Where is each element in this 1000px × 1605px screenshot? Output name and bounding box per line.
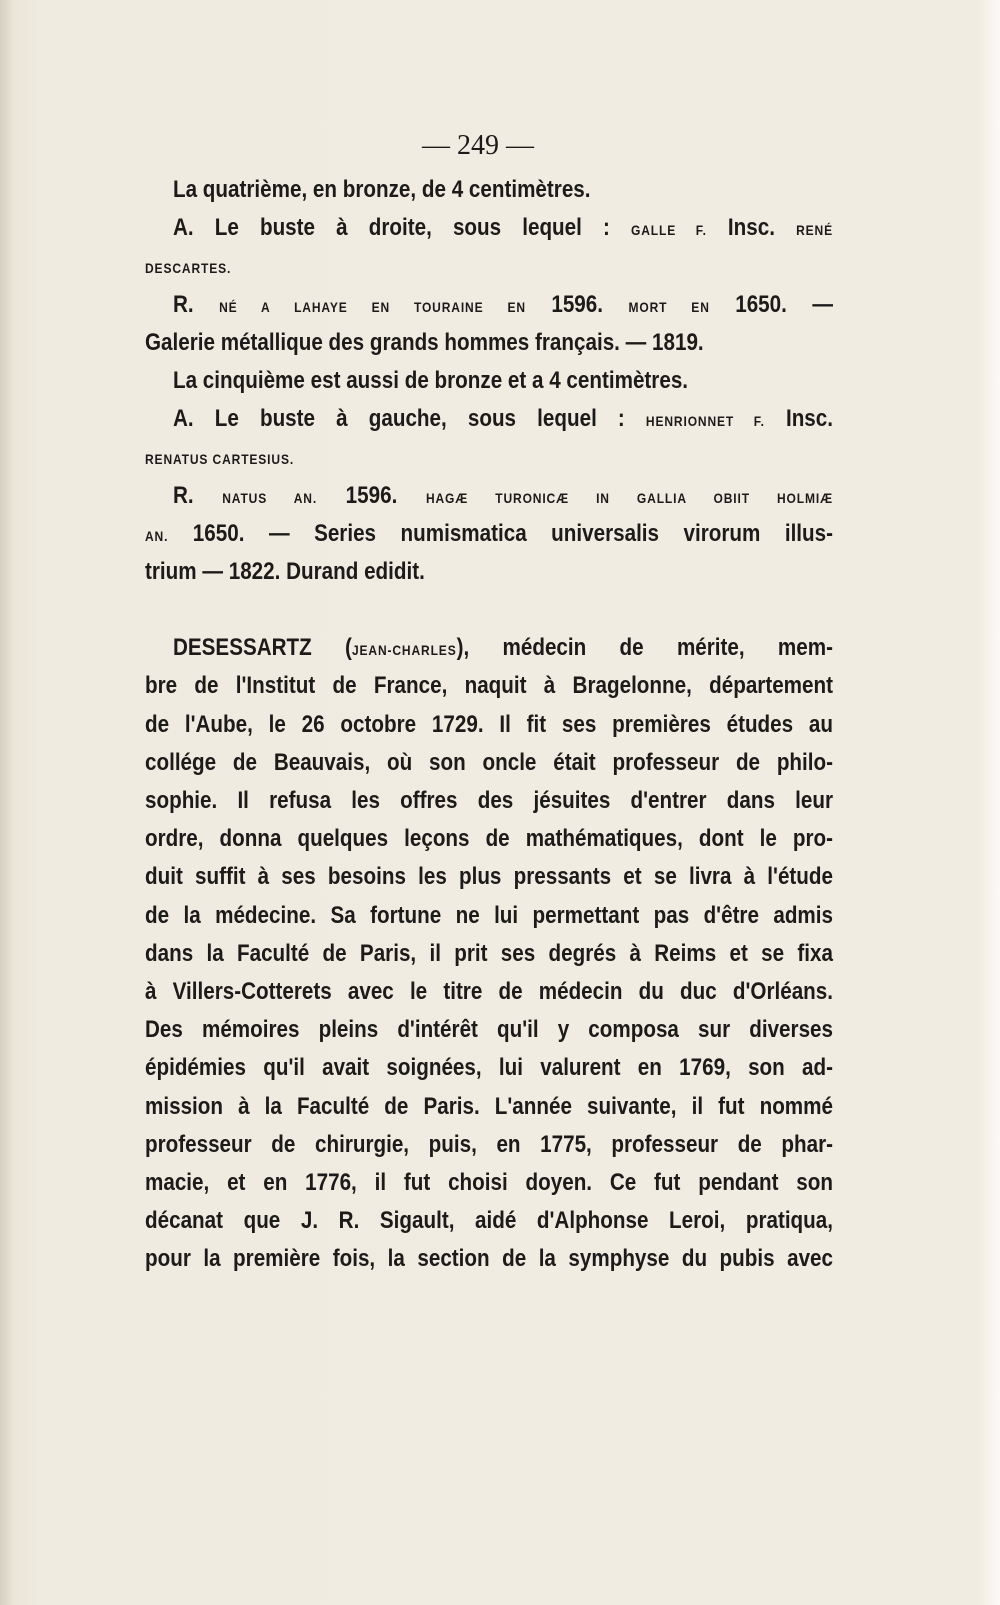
small-caps-text: NÉ A LAHAYE EN TOURAINE EN — [219, 298, 526, 315]
text-line — [145, 443, 294, 471]
line-text: macie, et en 1776, il fut choisi doyen. Ce fut pendant son — [145, 1169, 833, 1196]
text-line — [145, 978, 833, 1006]
line-text: épidémies qu'il avait soignées, lui valurent en 1769, son ad- — [145, 1054, 833, 1082]
text-line — [145, 863, 833, 891]
text-line — [145, 787, 833, 815]
text-line — [173, 214, 833, 242]
text-line — [145, 1093, 833, 1121]
line-text: Insc. — [764, 405, 833, 433]
line-text: 1596. — [525, 290, 629, 318]
line-text: trium — 1822. Durand edidit. — [145, 558, 425, 585]
text-line — [145, 520, 833, 548]
line-text: professeur de chirurgie, puis, en 1775, professeur de phar- — [145, 1130, 833, 1158]
line-text: 1650. — — [709, 290, 833, 318]
text-line — [145, 1169, 833, 1197]
text-line — [145, 1054, 833, 1082]
small-caps-text: JEAN-CHARLES — [351, 642, 457, 659]
line-text: A. Le buste à droite, sous lequel : — [172, 214, 632, 242]
line-text: R. — [172, 290, 220, 318]
line-text: 1650. — Series numismatica universalis virorum illus- — [168, 519, 833, 547]
text-line — [145, 558, 425, 586]
line-text: pour la première fois, la section de la symphyse du pubis avec — [145, 1245, 833, 1273]
line-text: 1596. — [317, 481, 426, 509]
text-line — [145, 252, 231, 280]
line-text: ordre, donna quelques leçons de mathématiques, dont le pro- — [145, 825, 833, 853]
text-line — [173, 291, 833, 319]
line-text: de la médecine. Sa fortune ne lui permettant pas d'être admis — [145, 901, 833, 929]
text-line — [145, 672, 833, 700]
line-text: Des mémoires pleins d'intérêt qu'il y composa sur diverses — [145, 1016, 833, 1044]
line-text: bre de l'Institut de France, naquit à Bragelonne, département — [145, 672, 833, 700]
text-line — [145, 329, 704, 357]
small-caps-text: RENÉ — [796, 222, 833, 239]
text-line — [145, 825, 833, 853]
text-line — [145, 1131, 833, 1159]
line-text: dans la Faculté de Paris, il prit ses degrés à Reims et se fixa — [145, 939, 833, 967]
small-caps-text: RENATUS CARTESIUS. — [145, 451, 295, 468]
small-caps-text: HAGÆ TURONICÆ IN GALLIA OBIIT HOLMIÆ — [425, 489, 833, 506]
line-text: mission à la Faculté de Paris. L'année suivante, il fut nommé — [145, 1092, 833, 1120]
small-caps-text: GALLE F. — [631, 222, 707, 239]
text-line — [145, 902, 833, 930]
small-caps-text: MORT EN — [628, 298, 710, 315]
line-text: La quatrième, en bronze, de 4 centimètres. — [172, 176, 591, 203]
text-line — [145, 711, 833, 739]
text-line — [173, 634, 833, 662]
text-line — [173, 482, 833, 510]
text-line — [145, 940, 833, 968]
line-text: DESESSARTZ ( — [172, 634, 352, 662]
line-text: collége de Beauvais, où son oncle était professeur de philo- — [145, 748, 833, 776]
small-caps-text: AN. — [145, 527, 169, 544]
small-caps-text: HENRIONNET F. — [645, 413, 765, 430]
text-line — [145, 749, 833, 777]
small-caps-text: DESCARTES. — [145, 260, 232, 277]
text-line — [173, 367, 688, 395]
line-text: Galerie métallique des grands hommes français. — 1819. — [145, 328, 704, 356]
page-number: — 249 — — [422, 130, 534, 161]
text-line — [145, 1207, 833, 1235]
small-caps-text: NATUS AN. — [222, 489, 318, 506]
line-text: A. Le buste à gauche, sous lequel : — [172, 405, 646, 433]
line-text: à Villers-Cotterets avec le titre de médecin du duc d'Orléans. — [145, 978, 833, 1005]
line-text: de l'Aube, le 26 octobre 1729. Il fit ses premières études au — [145, 710, 833, 738]
line-text: R. — [172, 481, 223, 509]
line-text: décanat que J. R. Sigault, aidé d'Alphonse Leroi, pratiqua, — [145, 1207, 833, 1235]
text-line — [173, 176, 591, 204]
text-line — [145, 1245, 833, 1273]
line-text: ), médecin de mérite, mem- — [456, 634, 833, 662]
line-text: duit suffit à ses besoins les plus pressants et se livra à l'étude — [145, 863, 833, 891]
line-text: Insc. — [706, 214, 797, 242]
line-text: sophie. Il refusa les offres des jésuites d'entrer dans leur — [145, 787, 833, 814]
text-line — [173, 405, 833, 433]
text-line — [145, 1016, 833, 1044]
line-text: La cinquième est aussi de bronze et a 4 centimètres. — [172, 367, 689, 394]
